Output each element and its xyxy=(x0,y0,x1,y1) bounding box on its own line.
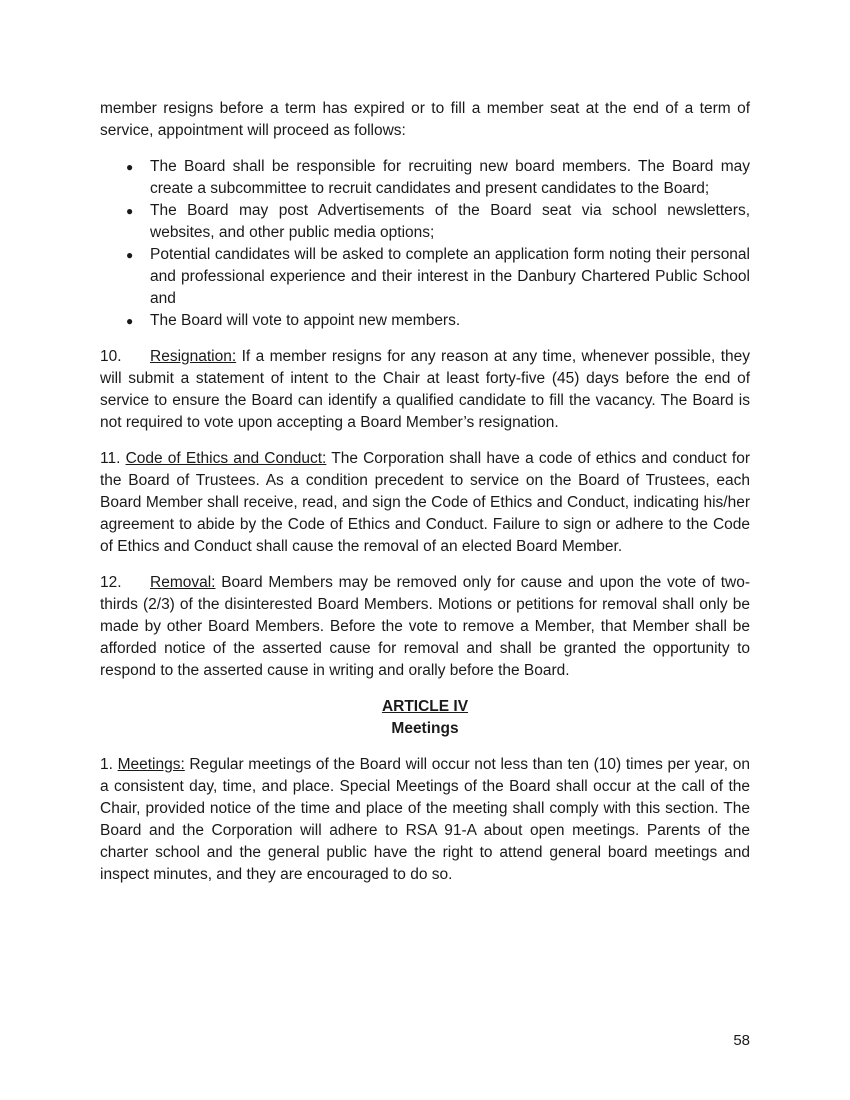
bullet-icon: ● xyxy=(126,248,134,262)
section-number: 10. xyxy=(100,348,122,365)
article-label: ARTICLE IV xyxy=(381,698,469,715)
section-text: If a member resigns for any reason at any time, whenever possible, they will submit a statement of intent to the Chair at least forty-five (45) days before the end of service to ensure the Board can identify a qualified candidate to fill the vacancy. The Board is not required to vote upon accepting a Board Member’s resignation. xyxy=(100,348,750,431)
list-item: ● The Board shall be responsible for recruiting new board members. The Board may create a subcommittee to recruit candidates and present candidates to the Board; xyxy=(126,158,750,197)
bullet-icon: ● xyxy=(126,160,134,174)
section-meetings xyxy=(100,754,750,886)
appointment-steps-list xyxy=(100,156,750,332)
section-text: Regular meetings of the Board will occur not less than ten (10) times per year, on a consistent day, time, and place. Special Meetings of the Board shall occur at the call of the Chair, provided notice of the time and place of the meeting shall comply with this section. The Board and the Corporation will adhere to RSA 91-A about open meetings. Parents of the charter school and the general public have the right to attend general board meetings and inspect minutes, and they are encouraged to do so. xyxy=(100,756,750,883)
section-number: 12. xyxy=(100,574,122,591)
section-title: Resignation: xyxy=(150,348,237,365)
section-text: Board Members may be removed only for cause and upon the vote of two-thirds (2/3) of the disinterested Board Members. Motions or petitions for removal shall only be made by other Board Members. Before the vote to remove a Member, that Member shall be afforded notice of the asserted cause for removal and shall be granted the opportunity to respond to the asserted cause in writing and orally before the Board. xyxy=(100,574,750,679)
article-subtitle: Meetings xyxy=(391,720,459,737)
section-text: The Corporation shall have a code of ethics and conduct for the Board of Trustees. As a condition precedent to service on the Board of Trustees, each Board Member shall receive, read, and sign the Code of Ethics and Conduct, indicating his/her agreement to abide by the Code of Ethics and Conduct. Failure to sign or adhere to the Code of Ethics and Conduct shall cause the removal of an elected Board Member. xyxy=(100,450,750,555)
list-item: ● The Board may post Advertisements of the Board seat via school newsletters, websites, and other public media options; xyxy=(126,202,750,241)
article-heading xyxy=(100,696,750,740)
section-removal xyxy=(100,572,750,682)
section-ethics xyxy=(100,448,750,558)
list-item: ● Potential candidates will be asked to complete an application form noting their personal and professional experience and their interest in the Danbury Chartered Public School and xyxy=(126,246,750,307)
section-title: Removal: xyxy=(150,574,216,591)
intro-paragraph: member resigns before a term has expired or to fill a member seat at the end of a term of service, appointment will proceed as follows: xyxy=(100,100,750,139)
section-number: 11. xyxy=(100,450,126,467)
section-number: 1. xyxy=(100,756,118,773)
list-item: ● The Board will vote to appoint new members. xyxy=(100,310,750,332)
section-title: Meetings: xyxy=(117,756,185,773)
page-number: 58 xyxy=(733,1032,750,1049)
page-content xyxy=(100,98,750,900)
section-resignation xyxy=(100,346,750,434)
bullet-icon: ● xyxy=(126,204,134,218)
section-title: Code of Ethics and Conduct: xyxy=(125,450,327,467)
bullet-icon: ● xyxy=(126,314,134,328)
